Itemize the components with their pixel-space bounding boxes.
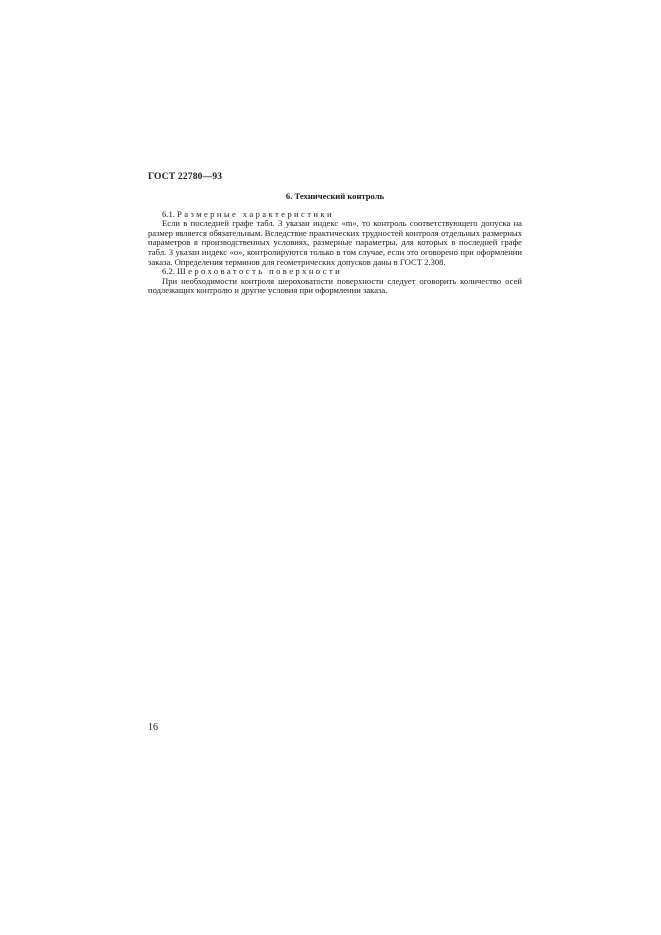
section-technical-control: [148, 192, 522, 296]
subsection-title: Размерные характеристики: [177, 208, 334, 219]
document-code: ГОСТ 22780—93: [148, 172, 223, 182]
subsection-title: Шероховатость поверхности: [177, 266, 343, 277]
subsection-number: 6.2.: [162, 266, 175, 277]
section-title: 6. Технический контроль: [285, 191, 385, 201]
subsection-number: 6.1.: [162, 208, 175, 219]
paragraph-roughness: При необходимости контроля шероховатости поверхности следует оговорить количество осей подлежащих контролю и другие условия при оформлении заказа.: [148, 275, 522, 296]
page-number: 16: [148, 722, 158, 733]
paragraph-dimensions: Если в последней графе табл. 3 указан индекс «m», то контроль соответствующего допуска на размер является обязательным. Вследствие практических трудностей контроля отдельных размерных параметров в производственных условиях, размерные параметры, для которых в последней графе табл. 3 указан индекс «о», контролируются только в том случае, если это оговорено при оформлении заказа. Определения терминов для геометрических допусков даны в ГОСТ 2.308.: [148, 218, 522, 267]
